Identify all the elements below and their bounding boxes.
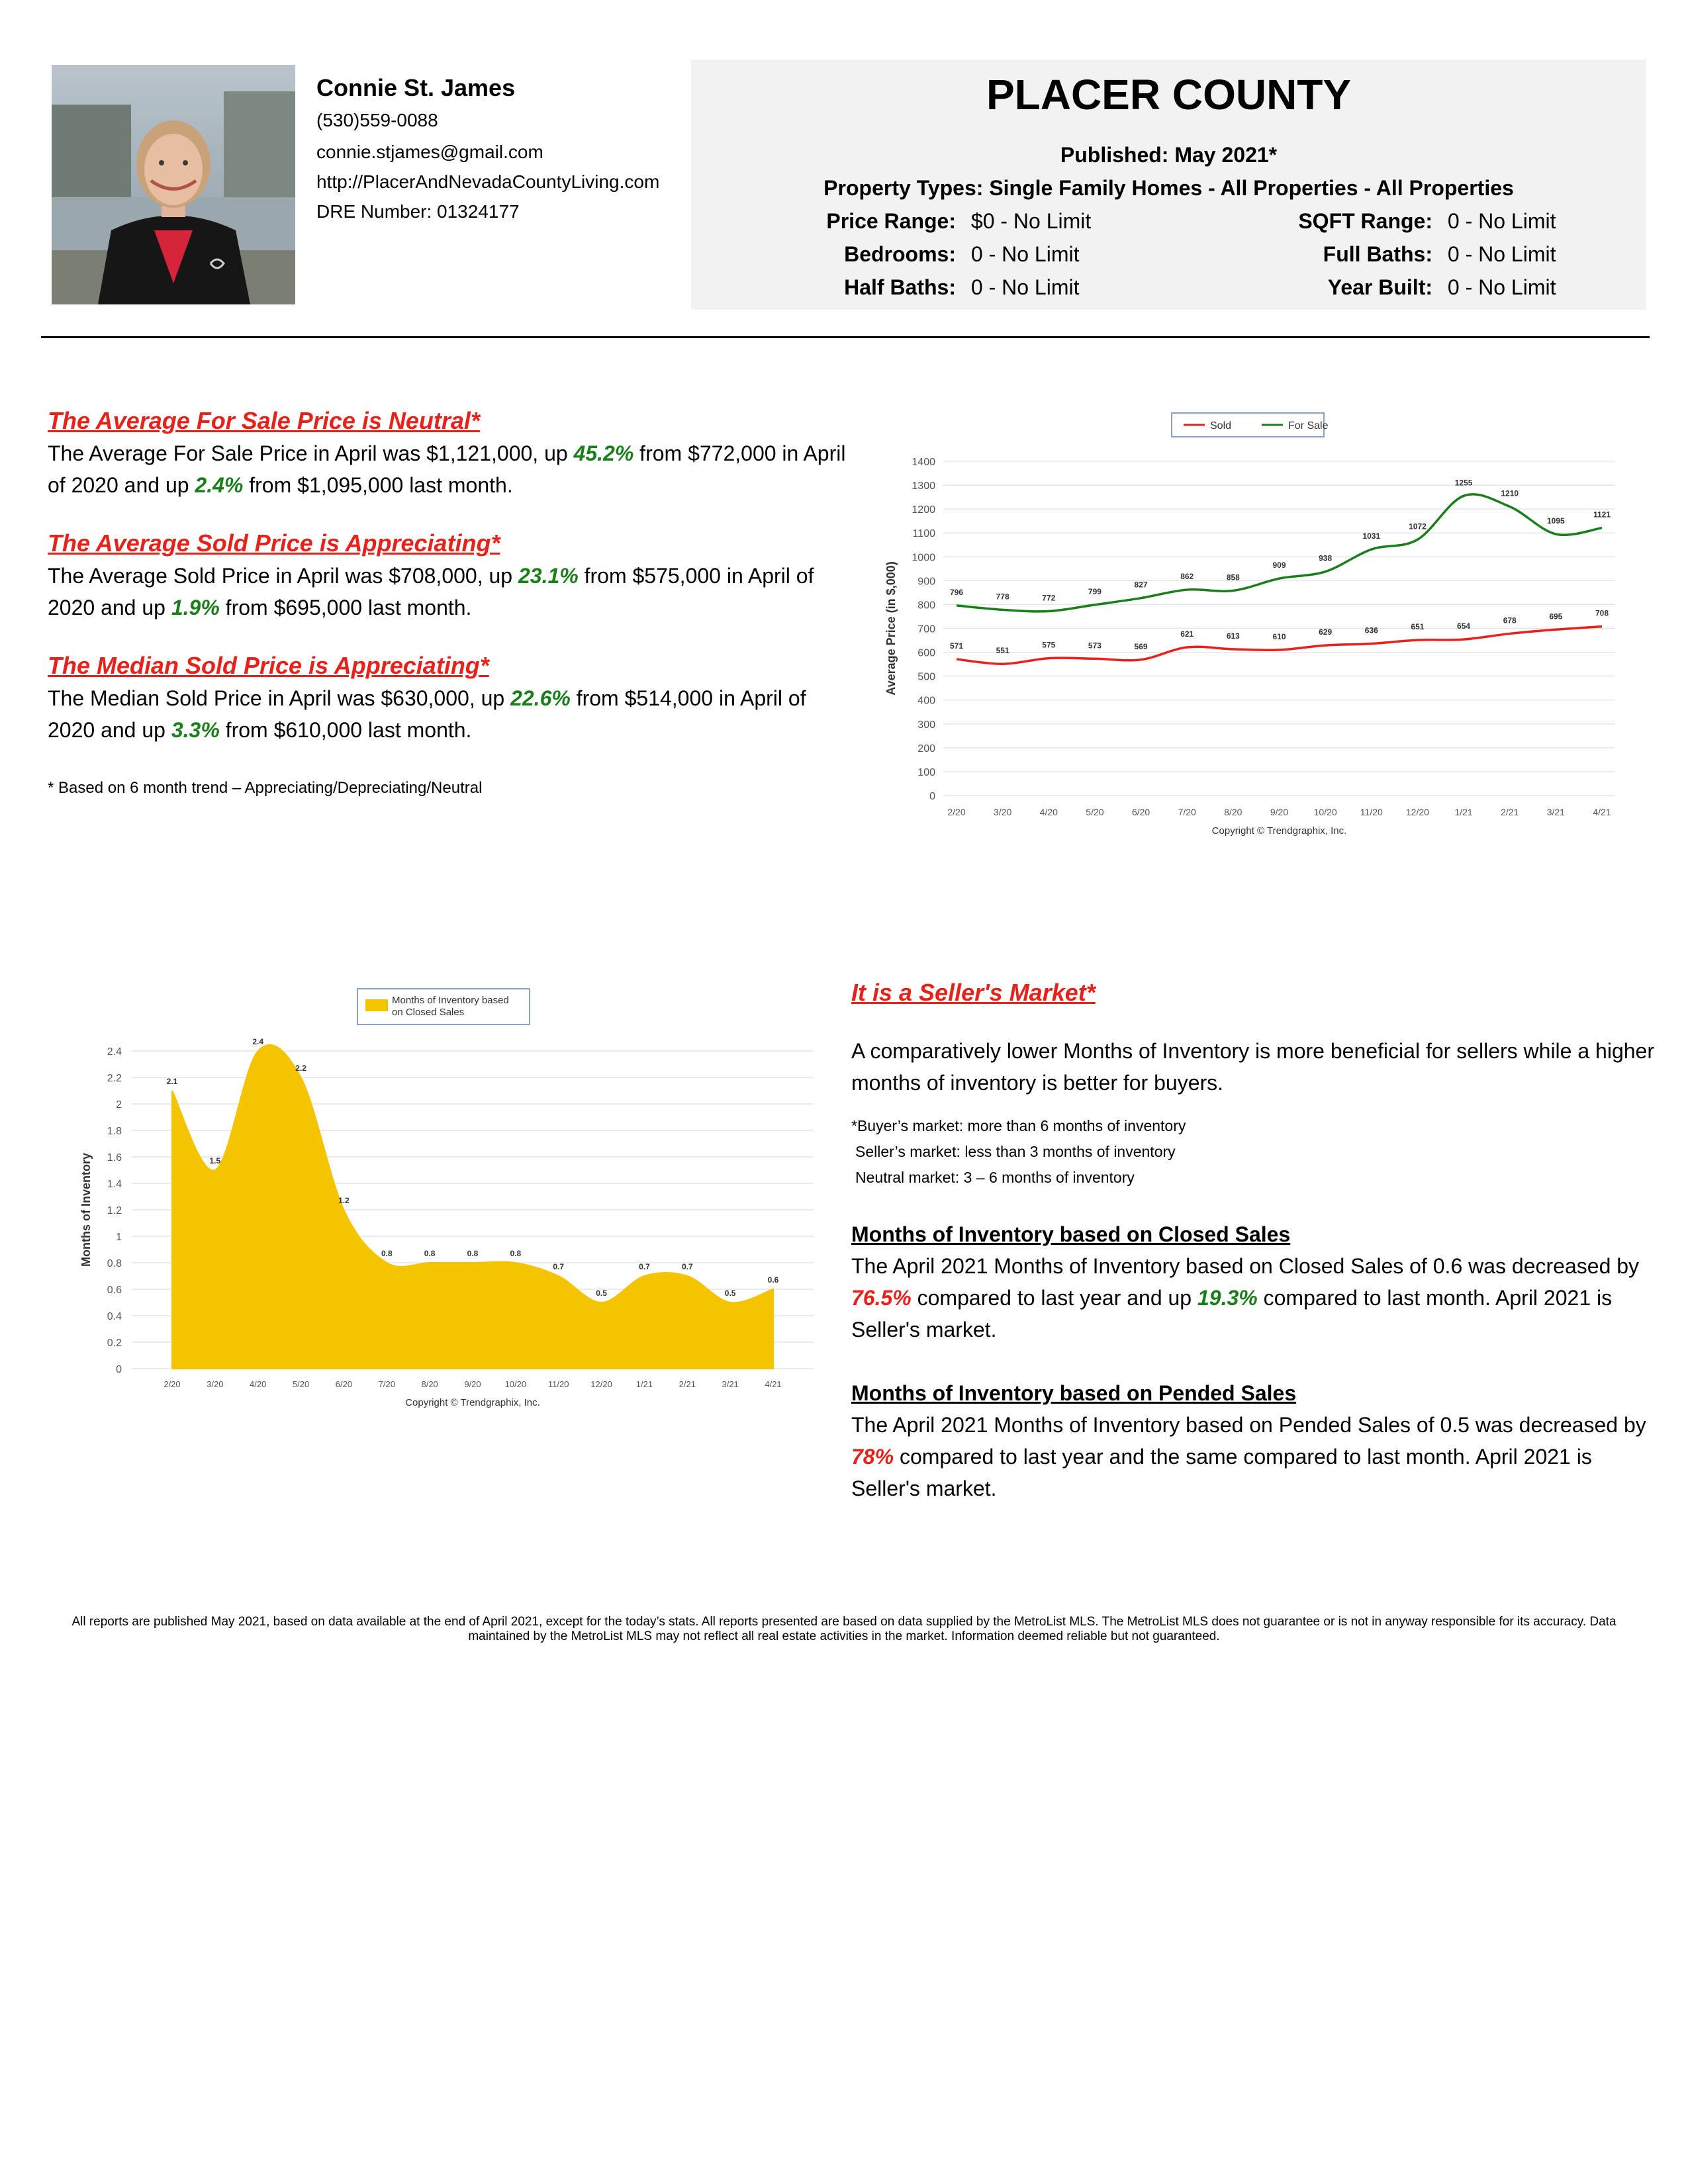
x-tick-label: 2/20 [164, 1379, 181, 1389]
criteria-sqft-range: SQFT Range: 0 - No Limit [1298, 209, 1556, 233]
x-tick-label: 2/20 [947, 807, 966, 817]
y-tick-label: 200 [917, 743, 935, 754]
pct-change: 78% [851, 1445, 894, 1469]
data-label: 654 [1457, 621, 1471, 631]
market-def-buyer: *Buyer’s market: more than 6 months of inventory [851, 1117, 1186, 1134]
y-tick-label: 1000 [912, 552, 935, 564]
agent-website[interactable]: http://PlacerAndNevadaCountyLiving.com [316, 171, 660, 192]
legend-label: Months of Inventory based [392, 995, 509, 1006]
x-tick-label: 12/20 [1405, 807, 1429, 817]
data-label: 1121 [1593, 510, 1611, 520]
data-label: 799 [1088, 586, 1102, 596]
data-label: 0.8 [467, 1249, 479, 1258]
chart-copyright: Copyright © Trendgraphix, Inc. [1211, 825, 1347, 837]
header-divider [41, 336, 1650, 338]
data-label: 862 [1180, 572, 1194, 582]
data-label: 0.5 [724, 1289, 736, 1298]
pct-change: 76.5% [851, 1286, 912, 1310]
closed-sales-text: The April 2021 Months of Inventory based on Closed Sales of 0.6 was decreased by 76.5% compared to last year and up 19.3% compared to last month. April 2021 is Seller's market. [851, 1254, 1640, 1342]
data-label: 708 [1595, 608, 1609, 618]
market-heading: It is a Seller's Market* [851, 979, 1096, 1006]
x-tick-label: 2/21 [1501, 807, 1519, 817]
y-tick-label: 0 [929, 791, 935, 802]
stat-heading: The Average Sold Price is Appreciating* [48, 529, 500, 557]
inventory-chart [73, 977, 814, 1427]
data-label: 909 [1272, 561, 1286, 570]
y-tick-label: 1200 [912, 504, 935, 516]
y-tick-label: 800 [917, 600, 935, 612]
x-tick-label: 2/21 [679, 1379, 696, 1389]
x-tick-label: 7/20 [1178, 807, 1196, 817]
x-tick-label: 11/20 [547, 1379, 569, 1389]
y-tick-label: 1.4 [107, 1179, 122, 1190]
stat-sold: The Average Sold Price is Appreciating* The Average Sold Price in April was $708,000, up 23.1% from $575,000 in April of 2020 and up 1.9% from $695,000 last month. [48, 527, 849, 623]
x-tick-label: 5/20 [292, 1379, 310, 1389]
inventory-area [172, 1045, 773, 1369]
x-tick-label: 9/20 [1270, 807, 1289, 817]
data-label: 827 [1134, 580, 1148, 590]
data-label: 613 [1226, 631, 1240, 641]
agent-phone[interactable]: (530)559-0088 [316, 110, 438, 130]
market-def-seller: Seller’s market: less than 3 months of inventory [855, 1143, 1176, 1160]
property-types: Property Types: Single Family Homes - All Properties - All Properties [823, 176, 1514, 200]
y-tick-label: 1.2 [107, 1205, 122, 1216]
y-tick-label: 0 [116, 1364, 122, 1375]
agent-contact [316, 71, 687, 232]
published-date: Published: May 2021* [1060, 143, 1278, 167]
y-axis-label: Average Price (in $,000) [884, 561, 898, 696]
report-header [691, 60, 1646, 310]
y-tick-label: 1.6 [107, 1152, 122, 1163]
y-tick-label: 0.2 [107, 1338, 122, 1349]
x-tick-label: 3/20 [207, 1379, 224, 1389]
data-label: 0.8 [381, 1249, 393, 1258]
data-label: 1031 [1362, 531, 1381, 541]
price-chart [880, 405, 1628, 842]
x-tick-label: 3/21 [722, 1379, 739, 1389]
x-tick-label: 11/20 [1360, 807, 1383, 817]
y-tick-label: 100 [917, 766, 935, 778]
criteria-full-baths: Full Baths: 0 - No Limit [1323, 242, 1556, 266]
data-label: 0.8 [424, 1249, 436, 1258]
data-label: 778 [996, 592, 1009, 602]
y-tick-label: 700 [917, 623, 935, 635]
x-tick-label: 5/20 [1086, 807, 1104, 817]
legend-label: For Sale [1288, 420, 1329, 432]
criteria-half-baths: Half Baths: 0 - No Limit [844, 275, 1080, 299]
stat-heading: The Average For Sale Price is Neutral* [48, 407, 480, 434]
agent-email[interactable]: connie.stjames@gmail.com [316, 142, 543, 162]
data-label: 551 [996, 646, 1009, 656]
x-tick-label: 4/21 [1593, 807, 1611, 817]
pct-change: 19.3% [1197, 1286, 1258, 1310]
agent-name: Connie St. James [316, 74, 516, 101]
data-label: 2.1 [166, 1077, 178, 1086]
stat-heading: The Median Sold Price is Appreciating* [48, 652, 489, 679]
stat-for-sale: The Average For Sale Price is Neutral* The Average For Sale Price in April was $1,121,000, up 45.2% from $772,000 in April of 2020 and up 2.4% from $1,095,000 last month. [48, 405, 849, 501]
pct-change: 45.2% [573, 441, 634, 465]
disclaimer-footer: All reports are published May 2021, based on data available at the end of April 2021, except for the today’s stats. All reports presented are based on data supplied by the MetroList MLS. The MetroList MLS does not guarantee or is not in anyway responsible for its accuracy. Data maintained by the MetroList MLS may not reflect all real estate activities in the market. Information deemed reliable but not guaranteed. [71, 1615, 1617, 1643]
pended-sales-text: The April 2021 Months of Inventory based on Pended Sales of 0.5 was decreased by 78% compared to last year and the same compared to last month. April 2021 is Seller's market. [851, 1413, 1646, 1500]
y-tick-label: 600 [917, 647, 935, 659]
y-tick-label: 2.2 [107, 1073, 122, 1084]
y-tick-label: 400 [917, 695, 935, 707]
y-tick-label: 1100 [912, 528, 935, 540]
data-label: 0.7 [681, 1262, 693, 1271]
pct-change: 1.9% [171, 596, 220, 619]
y-axis-label: Months of Inventory [79, 1153, 93, 1267]
x-tick-label: 4/20 [1039, 807, 1058, 817]
y-tick-label: 1.8 [107, 1126, 122, 1137]
x-tick-label: 4/20 [250, 1379, 267, 1389]
market-intro: A comparatively lower Months of Inventory is more beneficial for sellers while a higher months of inventory is better for buyers. [851, 1039, 1654, 1095]
trend-footnote: * Based on 6 month trend – Appreciating/Depreciating/Neutral [48, 779, 483, 797]
data-label: 629 [1319, 627, 1333, 637]
data-label: 938 [1319, 553, 1333, 563]
legend-label: Sold [1210, 420, 1232, 432]
data-label: 651 [1411, 622, 1425, 632]
x-tick-label: 7/20 [378, 1379, 395, 1389]
x-tick-label: 10/20 [1313, 807, 1337, 817]
criteria-bedrooms: Bedrooms: 0 - No Limit [844, 242, 1080, 266]
y-tick-label: 0.8 [107, 1258, 122, 1269]
data-label: 1.2 [338, 1196, 350, 1205]
data-label: 0.8 [510, 1249, 522, 1258]
data-label: 636 [1364, 625, 1378, 635]
x-tick-label: 6/20 [1131, 807, 1150, 817]
data-label: 1.5 [209, 1156, 221, 1165]
y-tick-label: 0.6 [107, 1285, 122, 1296]
x-tick-label: 8/20 [1224, 807, 1243, 817]
y-tick-label: 300 [917, 719, 935, 731]
y-tick-label: 500 [917, 671, 935, 683]
y-tick-label: 2.4 [107, 1046, 122, 1058]
agent-dre: DRE Number: 01324177 [316, 201, 520, 222]
data-label: 573 [1088, 641, 1102, 651]
data-label: 0.7 [639, 1262, 650, 1271]
pct-change: 2.4% [195, 473, 244, 497]
pended-sales-heading: Months of Inventory based on Pended Sales [851, 1381, 1297, 1405]
chart-copyright: Copyright © Trendgraphix, Inc. [405, 1397, 540, 1408]
stat-median: The Median Sold Price is Appreciating* The Median Sold Price in April was $630,000, up 22.6% from $514,000 in April of 2020 and up 3.3% from $610,000 last month. [48, 650, 849, 746]
y-tick-label: 2 [116, 1099, 122, 1111]
legend-swatch [365, 999, 388, 1011]
y-tick-label: 0.4 [107, 1311, 122, 1322]
y-tick-label: 1300 [912, 480, 935, 492]
price-stats [48, 405, 849, 804]
data-label: 0.6 [767, 1275, 779, 1285]
x-tick-label: 10/20 [504, 1379, 527, 1389]
data-label: 772 [1042, 593, 1056, 603]
pct-change: 23.1% [518, 564, 579, 588]
x-tick-label: 9/20 [464, 1379, 481, 1389]
x-tick-label: 4/21 [765, 1379, 782, 1389]
data-label: 1255 [1454, 478, 1473, 488]
x-tick-label: 6/20 [335, 1379, 353, 1389]
criteria-year-built: Year Built: 0 - No Limit [1327, 275, 1556, 299]
data-label: 571 [949, 641, 964, 651]
data-label: 621 [1180, 629, 1194, 639]
x-tick-label: 3/20 [994, 807, 1012, 817]
y-tick-label: 900 [917, 576, 935, 588]
x-tick-label: 8/20 [421, 1379, 438, 1389]
market-def-neutral: Neutral market: 3 – 6 months of inventory [855, 1169, 1135, 1186]
data-label: 0.7 [553, 1262, 565, 1271]
agent-photo [52, 65, 295, 304]
data-label: 678 [1503, 615, 1517, 625]
data-label: 610 [1272, 631, 1286, 641]
x-tick-label: 1/21 [1454, 807, 1473, 817]
data-label: 2.2 [295, 1064, 306, 1073]
x-tick-label: 1/21 [635, 1379, 653, 1389]
y-tick-label: 1400 [912, 457, 935, 468]
y-tick-label: 1 [116, 1232, 122, 1243]
data-label: 0.5 [596, 1289, 607, 1298]
pct-change: 22.6% [510, 686, 571, 710]
data-label: 1210 [1501, 488, 1519, 498]
pct-change: 3.3% [171, 718, 220, 742]
data-label: 1072 [1409, 522, 1427, 531]
closed-sales-heading: Months of Inventory based on Closed Sales [851, 1222, 1291, 1246]
data-label: 796 [949, 587, 964, 597]
data-label: 2.4 [252, 1037, 264, 1046]
data-label: 569 [1134, 641, 1148, 651]
data-label: 695 [1549, 612, 1563, 621]
legend-label: on Closed Sales [392, 1007, 465, 1018]
x-tick-label: 3/21 [1546, 807, 1565, 817]
market-analysis [851, 977, 1659, 1504]
data-label: 858 [1226, 572, 1240, 582]
report-title: PLACER COUNTY [986, 71, 1352, 118]
x-tick-label: 12/20 [590, 1379, 612, 1389]
data-label: 575 [1042, 640, 1056, 650]
data-label: 1095 [1547, 516, 1565, 526]
criteria-price-range: Price Range: $0 - No Limit [826, 209, 1092, 233]
